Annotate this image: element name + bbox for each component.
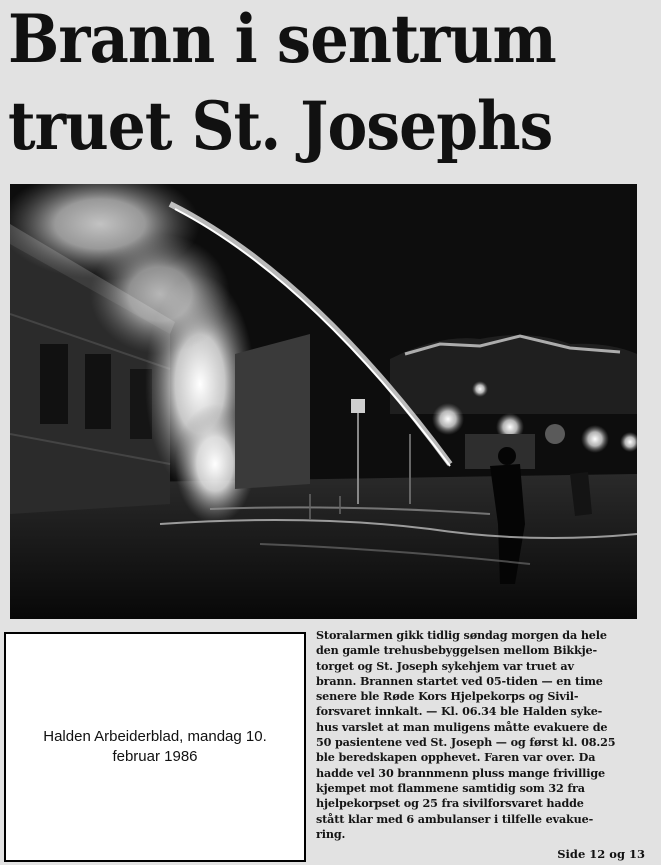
article-line: hadde vel 30 brannmenn pluss mange frivillige <box>316 765 606 780</box>
headline-line-2: truet St. Josephs <box>8 87 553 165</box>
page-reference: Side 12 og 13 <box>557 847 645 861</box>
article-line: brann. Brannen startet ved 05-tiden — en time <box>316 673 603 688</box>
caption-line-2: februar 1986 <box>112 748 198 765</box>
fire-photo <box>10 184 637 619</box>
article-line: senere ble Røde Kors Hjelpekorps og Sivil- <box>316 689 579 704</box>
article-text <box>316 628 644 842</box>
article-line: torget og St. Joseph sykehjem var truet av <box>316 658 574 673</box>
headline-line-1: Brann i sentrum <box>8 0 556 78</box>
caption-box <box>4 632 306 862</box>
article-line: kjempet mot flammene samtidig som 32 fra <box>316 780 585 795</box>
article-line: Storalarmen gikk tidlig søndag morgen da hele <box>316 628 607 642</box>
caption-line-1: Halden Arbeiderblad, mandag 10. <box>43 728 267 745</box>
fire-photo-graphic <box>10 184 637 619</box>
article-line: ring. <box>316 826 346 841</box>
article-line: hus varslet at man muligens måtte evakuere de <box>316 719 608 734</box>
article-line: stått klar med 6 ambulanser i tilfelle evakue- <box>316 811 594 826</box>
article-line: ble beredskapen opphevet. Faren var over. Da <box>316 750 596 765</box>
article-line: den gamle trehusbebyggelsen mellom Bikkje- <box>316 643 597 658</box>
article-line: hjelpekorpset og 25 fra sivilforsvaret hadde <box>316 796 584 811</box>
article-line: forsvaret innkalt. — Kl. 06.34 ble Halden syke- <box>316 704 603 719</box>
article-line: 50 pasientene ved St. Joseph — og først kl. 08.25 <box>316 735 616 750</box>
